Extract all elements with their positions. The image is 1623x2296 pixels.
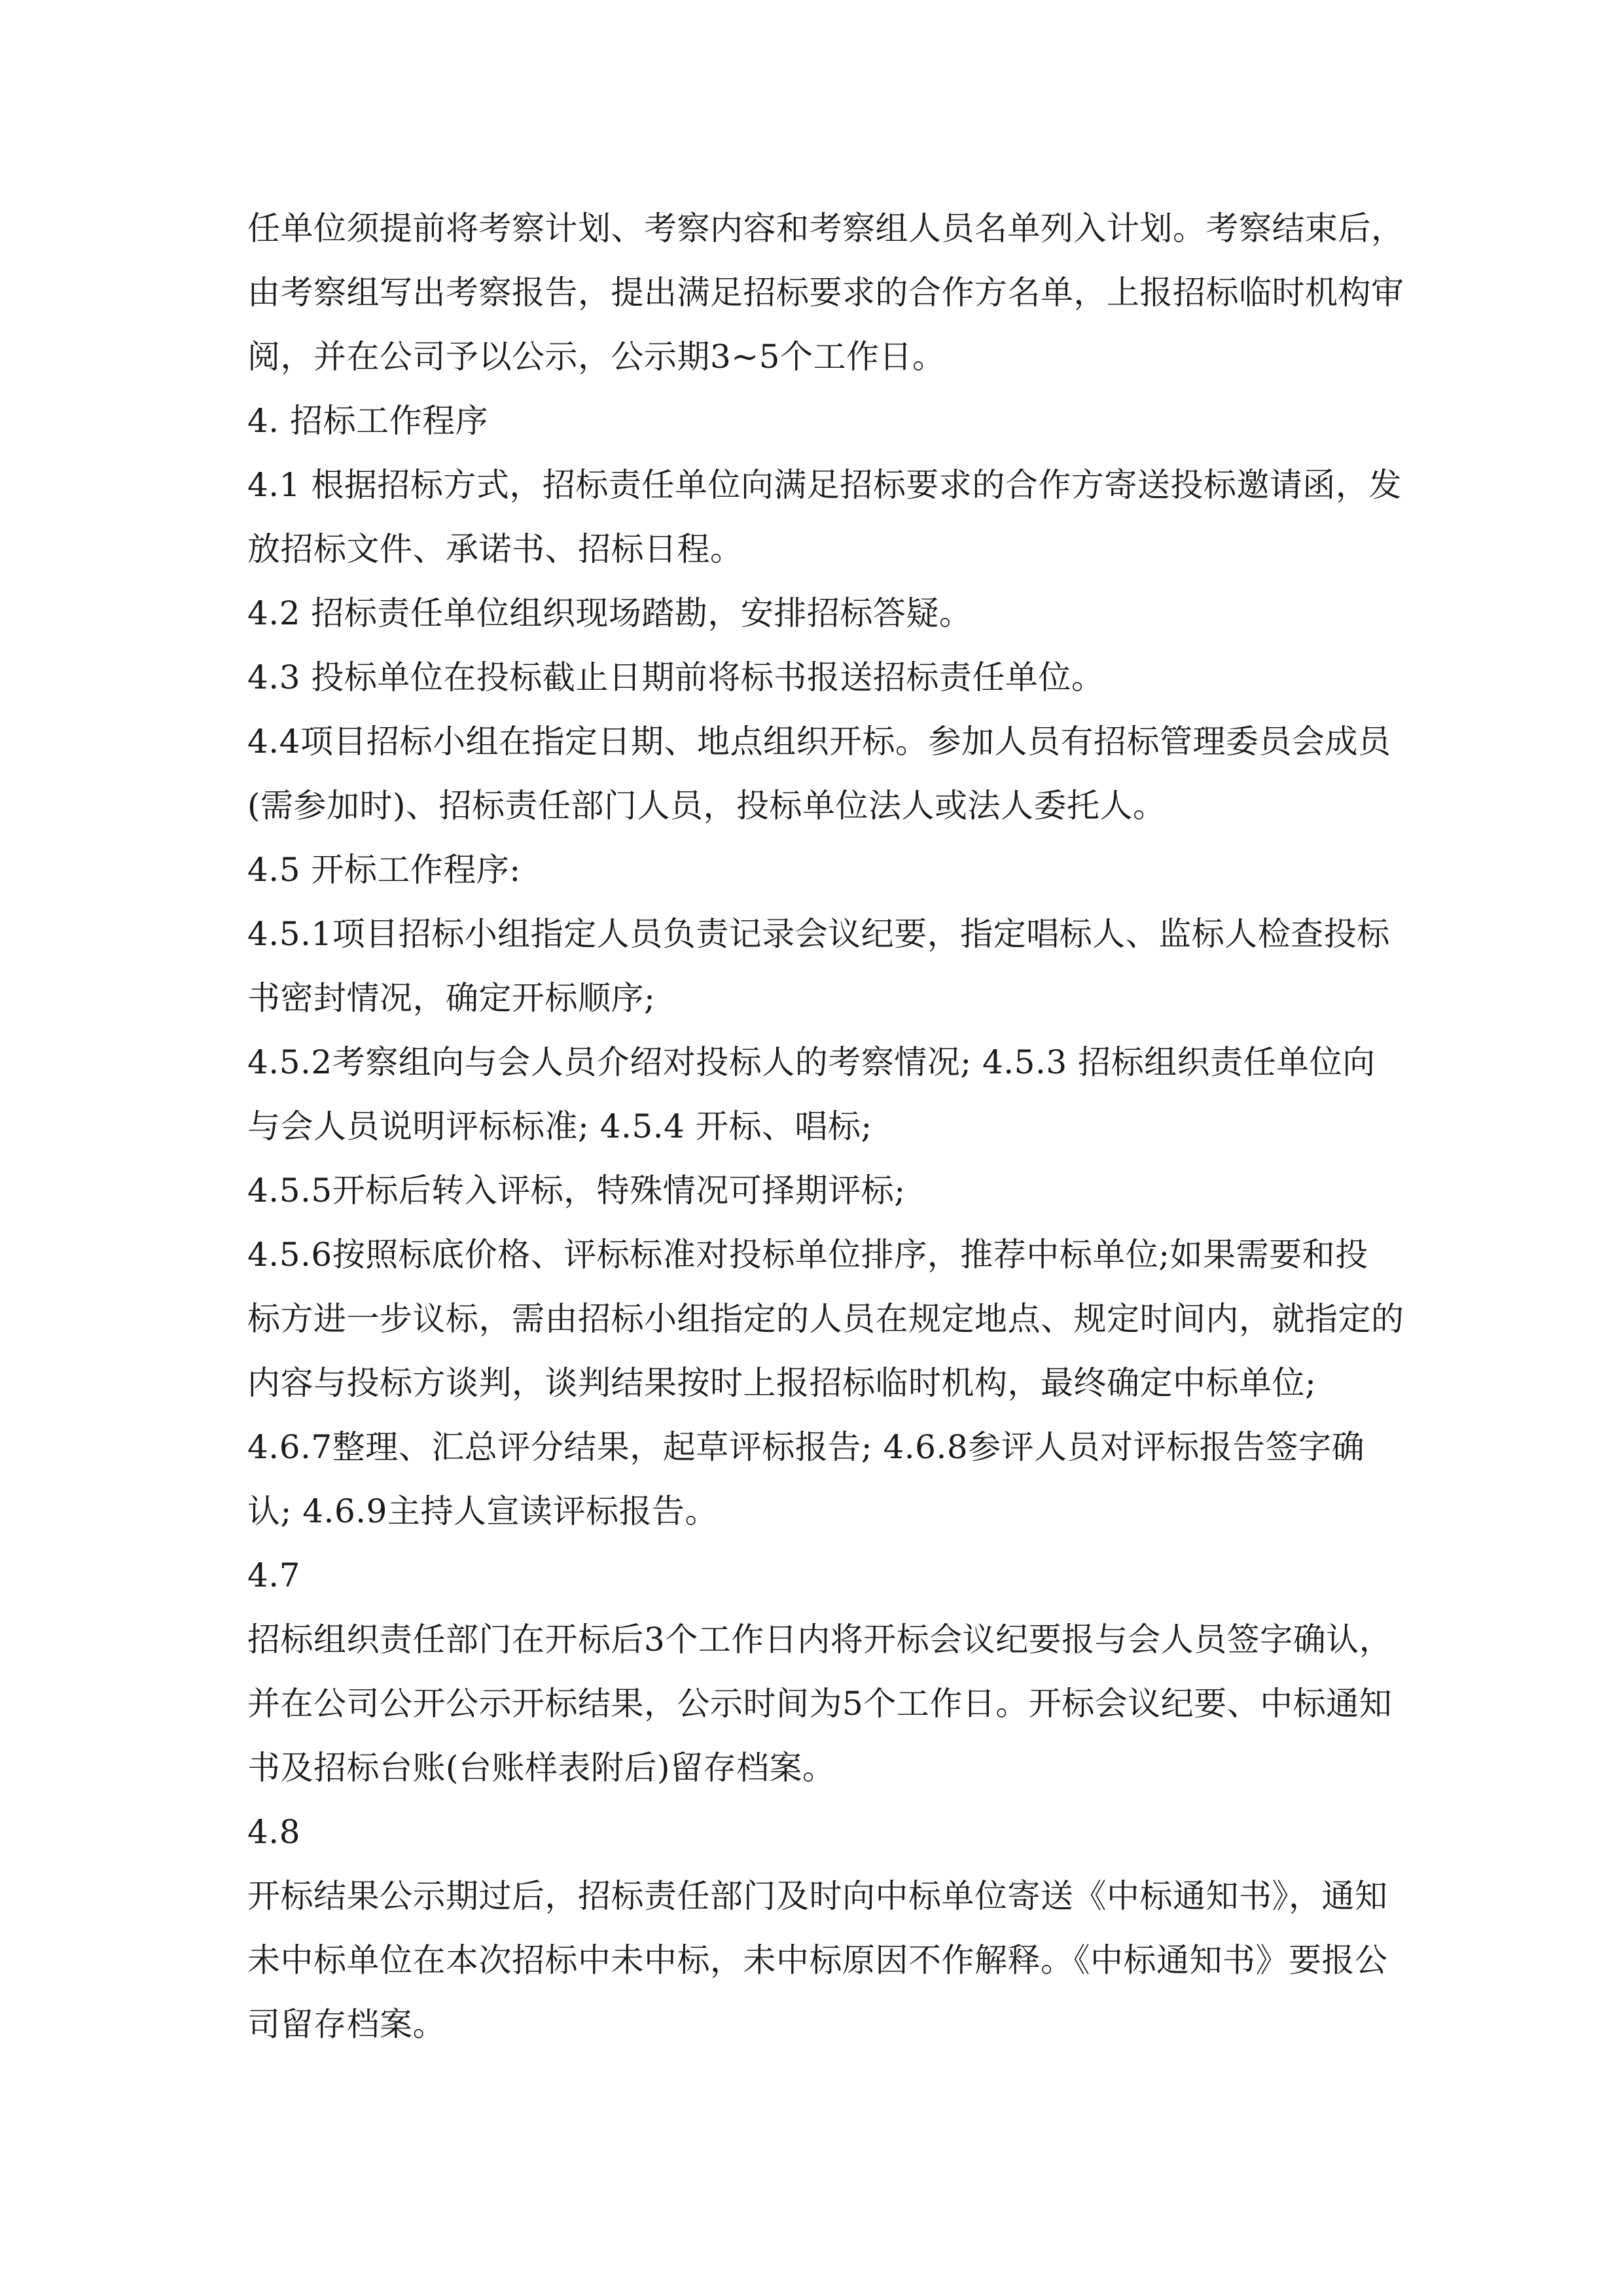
text-line: 4.2 招标责任单位组织现场踏勘，安排招标答疑。 — [247, 594, 972, 632]
text-line: 未中标单位在本次招标中未中标，未中标原因不作解释。《中标通知书》要报公 — [247, 1941, 1388, 1979]
text-line: 招标组织责任部门在开标后3个工作日内将开标会议纪要报与会人员签字确认， — [247, 1621, 1393, 1659]
text-line: 标方进一步议标，需由招标小组指定的人员在规定地点、规定时间内，就指定的 — [247, 1300, 1404, 1338]
section-heading: 4. 招标工作程序 — [247, 402, 489, 440]
text-line: 与会人员说明评标标准; 4.5.4 开标、唱标; — [247, 1107, 872, 1145]
text-line: 4.5.2考察组向与会人员介绍对投标人的考察情况; 4.5.3 招标组织责任单位向 — [247, 1043, 1376, 1081]
text-line: 开标结果公示期过后，招标责任部门及时向中标单位寄送《中标通知书》，通知 — [247, 1877, 1388, 1915]
section-number: 4.7 — [247, 1556, 301, 1594]
text-line: 由考察组写出考察报告，提出满足招标要求的合作方名单，上报招标临时机构审 — [247, 274, 1404, 312]
text-line: 4.5.6按照标底价格、评标标准对投标单位排序，推荐中标单位;如果需要和投 — [247, 1236, 1368, 1274]
text-line: 4.5.5开标后转入评标，特殊情况可择期评标; — [247, 1172, 906, 1210]
text-line: 4.5.1项目招标小组指定人员负责记录会议纪要，指定唱标人、监标人检查投标 — [247, 915, 1390, 953]
text-line: 书及招标台账(台账样表附后)留存档案。 — [247, 1749, 836, 1787]
text-line: 4.1 根据招标方式，招标责任单位向满足招标要求的合作方寄送投标邀请函，发 — [247, 466, 1402, 504]
section-number: 4.8 — [247, 1813, 301, 1851]
text-line: 4.4项目招标小组在指定日期、地点组织开标。参加人员有招标管理委员会成员 — [247, 723, 1391, 761]
text-line: 阅，并在公司予以公示，公示期3~5个工作日。 — [247, 338, 946, 376]
text-line: 4.6.7整理、汇总评分结果，起草评标报告; 4.6.8参评人员对评标报告签字确 — [247, 1428, 1365, 1466]
text-line: 放招标文件、承诺书、招标日程。 — [247, 530, 743, 568]
text-line: 任单位须提前将考察计划、考察内容和考察组人员名单列入计划。考察结束后， — [247, 209, 1404, 247]
text-line: 认; 4.6.9主持人宣读评标报告。 — [247, 1492, 718, 1530]
text-line: 并在公司公开公示开标结果，公示时间为5个工作日。开标会议纪要、中标通知 — [247, 1685, 1393, 1723]
text-line: 内容与投标方谈判，谈判结果按时上报招标临时机构，最终确定中标单位; — [247, 1364, 1317, 1402]
document-page — [247, 196, 1404, 2056]
text-line: (需参加时)、招标责任部门人员，投标单位法人或法人委托人。 — [247, 787, 1166, 825]
text-line: 司留存档案。 — [247, 2005, 446, 2043]
text-line: 书密封情况，确定开标顺序; — [247, 979, 656, 1017]
text-line: 4.3 投标单位在投标截止日期前将标书报送招标责任单位。 — [247, 658, 1105, 696]
text-line: 4.5 开标工作程序: — [247, 851, 521, 889]
